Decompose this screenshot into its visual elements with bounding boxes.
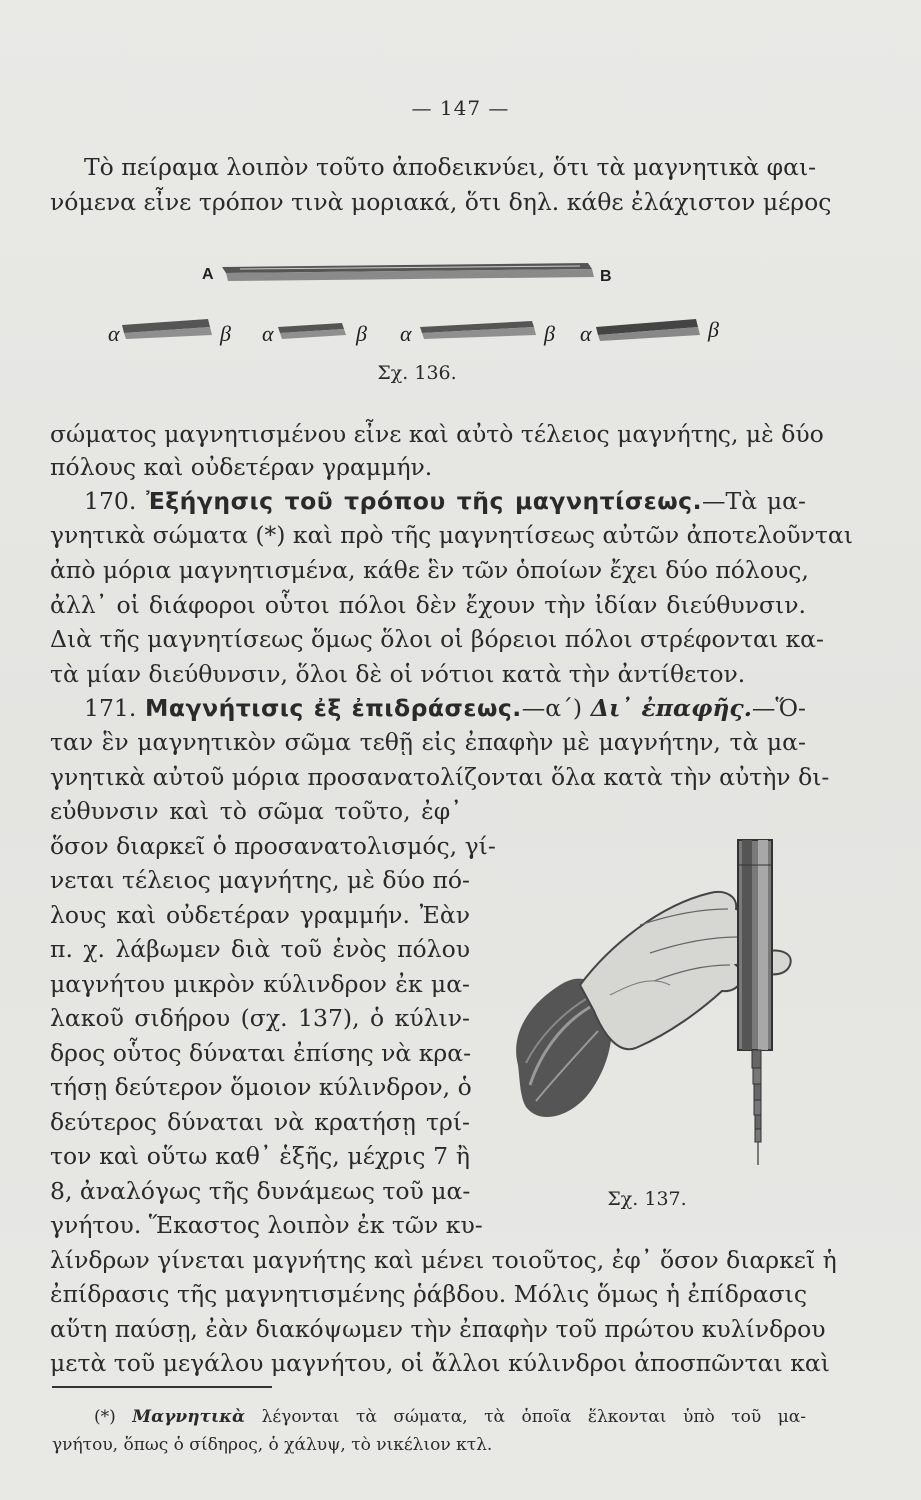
bar-magnet	[738, 840, 772, 1050]
section-171-end-line-2: ἐπίδρασις τῆς μαγνητισμένης ῥάβδου. Μόλις ὅμως ἡ ἐπίδρασις	[50, 1280, 807, 1308]
large-magnet-bar	[222, 263, 594, 281]
section-171-line-1: ταν ἓν μαγνητικὸν σῶμα τεθῇ εἰς ἐπαφὴν μὲ μαγνήτην, τὰ μα-	[50, 728, 806, 756]
footnote-line-2: γνήτου, ὅπως ὁ σίδηρος, ὁ χάλυψ, τὸ νικέλιον κτλ.	[52, 1435, 493, 1455]
para-line-2: πόλους καὶ οὐδετέραν γραμμήν.	[50, 453, 433, 481]
section-170-line-4: Διὰ τῆς μαγνητίσεως ὅμως ὅλοι οἱ βόρειοι πόλοι στρέφονται κα-	[50, 625, 824, 653]
section-171-end-line-1: λίνδρων γίνεται μαγνήτης καὶ μένει τοιοῦτος, ἐφ᾿ ὅσον διαρκεῖ ἡ	[50, 1246, 837, 1274]
svg-text:α: α	[580, 321, 592, 346]
section-170-line-3: ἀλλ᾿ οἱ διάφοροι οὗτοι πόλοι δὲν ἔχουν τὴν ἰδίαν διεύθυνσιν.	[50, 591, 806, 619]
bar-label-a: A	[202, 266, 214, 283]
intro-line-1: Τὸ πείραμα λοιπὸν τοῦτο ἀποδεικνύει, ὅτι τὰ μαγνητικὰ φαι-	[84, 153, 817, 181]
svg-text:β: β	[220, 321, 231, 346]
section-171-short-line-8: δρος οὗτος δύναται ἐπίσης νὰ κρα-	[50, 1039, 472, 1067]
section-170-line-5: τὰ μίαν διεύθυνσιν, ὅλοι δὲ οἱ νότιοι κατὰ τὴν ἀντίθετον.	[50, 660, 746, 688]
small-magnet-1	[108, 319, 231, 346]
section-171-number: 171.	[84, 694, 137, 722]
footnote-term: Μαγνητικὰ	[132, 1407, 246, 1427]
section-171-short-line-3: νεται τέλειος μαγνήτης, μὲ δύο πό-	[50, 866, 470, 894]
section-170-number: 170.	[84, 487, 137, 515]
section-171-short-line-5: π. χ. λάβωμεν διὰ τοῦ ἑνὸς πόλου	[50, 935, 470, 963]
footnote-line-1-rest: λέγονται τὰ σώματα, τὰ ὁποῖα ἕλκονται ὑπὸ τοῦ μα-	[261, 1407, 806, 1427]
section-171-title: Μαγνήτισις ἐξ ἐπιδράσεως.	[145, 694, 522, 722]
para-line-1: σώματος μαγνητισμένου εἶνε καὶ αὐτὸ τέλειος μαγνήτης, μὲ δύο	[50, 420, 824, 448]
page-number: — 147 —	[411, 96, 510, 120]
section-171-subtitle: Δι᾿ ἐπαφῆς.	[590, 694, 752, 722]
bar-label-b: B	[600, 268, 612, 285]
section-170-first-tail: —Τὰ μα-	[702, 487, 806, 515]
section-171-short-line-12: 8, ἀναλόγως τῆς δυνάμεως τοῦ μα-	[50, 1177, 471, 1205]
section-171-sub-prefix: —α΄)	[521, 694, 583, 722]
section-171-end-line-4: μετὰ τοῦ μεγάλου μαγνήτου, οἱ ἄλλοι κύλινδροι ἀποσπῶνται καὶ	[50, 1349, 830, 1377]
section-171-short-line-7: λακοῦ σιδήρου (σχ. 137), ὁ κύλιν-	[50, 1004, 470, 1032]
footnote-line-1	[94, 1405, 806, 1429]
figure-137-caption: Σχ. 137.	[607, 1188, 687, 1210]
svg-text:β: β	[708, 317, 719, 342]
cylinder-chain	[752, 1050, 761, 1165]
section-170-heading-line	[84, 486, 806, 516]
small-magnet-4	[580, 317, 719, 346]
footnote-rule	[52, 1386, 272, 1388]
svg-text:α: α	[108, 321, 120, 346]
section-171-short-line-11: τον καὶ οὕτω καθ᾿ ἑξῆς, μέχρις 7 ἢ	[50, 1142, 470, 1170]
svg-text:β: β	[544, 321, 555, 346]
section-171-short-line-9: τήσῃ δεύτερον ὅμοιον κύλινδρον, ὁ	[50, 1073, 472, 1101]
section-171-short-line-10: δεύτερος δύναται νὰ κρατήσῃ τρί-	[50, 1108, 470, 1136]
section-171-short-line-2: ὅσον διαρκεῖ ὁ προσανατολισμός, γί-	[50, 832, 496, 860]
intro-line-2: νόμενα εἶνε τρόπον τινὰ μοριακά, ὅτι δηλ. κάθε ἐλάχιστον μέρος	[50, 188, 832, 216]
figure-136	[108, 255, 740, 350]
section-171-short-line-1: εὐθυνσιν καὶ τὸ σῶμα τοῦτο, ἐφ᾿	[50, 797, 462, 825]
section-171-short-line-6: μαγνήτου μικρὸν κύλινδρον ἐκ μα-	[50, 970, 470, 998]
figure-137	[490, 835, 810, 1175]
section-170-line-2: ἀπὸ μόρια μαγνητισμένα, κάθε ἓν τῶν ὁποίων ἔχει δύο πόλους,	[50, 556, 809, 584]
section-171-short-line-4: λους καὶ οὐδετέραν γραμμήν. Ἐὰν	[50, 901, 470, 929]
section-171-line-2: γνητικὰ αὐτοῦ μόρια προσανατολίζονται ὅλα κατὰ τὴν αὐτὴν δι-	[50, 763, 830, 791]
section-170-line-1: γνητικὰ σώματα (*) καὶ πρὸ τῆς μαγνητίσεως αὐτῶν ἀποτελοῦνται	[50, 521, 853, 549]
footnote-marker: (*)	[94, 1407, 116, 1427]
figure-136-caption: Σχ. 136.	[377, 362, 457, 384]
section-171-end-line-3: αὕτη παύσῃ, ἐὰν διακόψωμεν τὴν ἐπαφὴν τοῦ πρώτου κυλίνδρου	[50, 1315, 826, 1343]
svg-text:α: α	[262, 321, 274, 346]
svg-text:β: β	[356, 321, 367, 346]
section-171-heading-line	[84, 693, 806, 723]
section-170-title: Ἐξήγησις τοῦ τρόπου τῆς μαγνητίσεως.	[146, 487, 703, 515]
small-magnet-3	[400, 321, 555, 346]
section-171-first-tail: —Ὅ-	[751, 694, 806, 722]
section-171-short-line-13: γνήτου. Ἕκαστος λοιπὸν ἐκ τῶν κυ-	[50, 1211, 483, 1239]
svg-text:α: α	[400, 321, 412, 346]
small-magnet-2	[262, 321, 367, 346]
